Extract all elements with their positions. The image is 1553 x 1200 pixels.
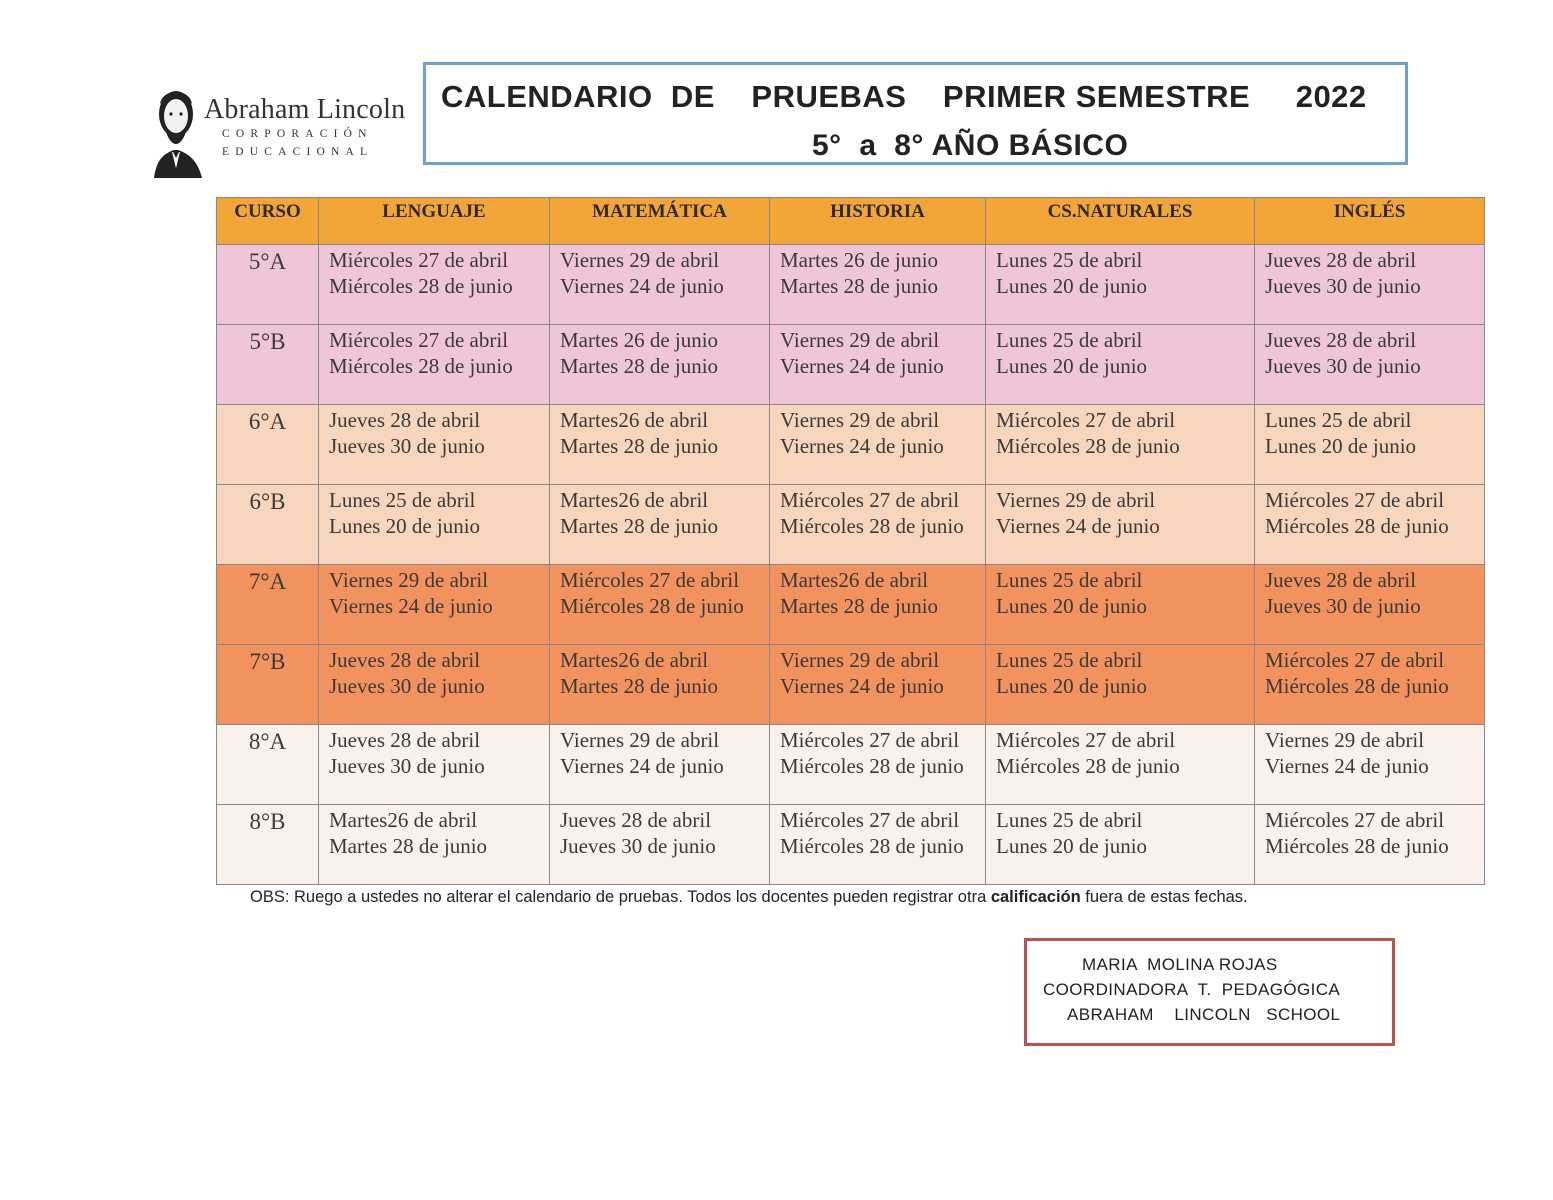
second-exam-date: Lunes 20 de junio	[1265, 434, 1417, 458]
first-exam-date: Martes26 de abril	[560, 488, 709, 512]
second-exam-date: Jueves 30 de junio	[329, 434, 485, 458]
date-cell-lenguaje	[319, 645, 550, 725]
first-exam-date: Miércoles 27 de abril	[1265, 808, 1445, 832]
first-exam-date: Jueves 28 de abril	[1265, 568, 1417, 592]
table-row	[217, 325, 1485, 405]
second-exam-date: Miércoles 28 de junio	[1265, 674, 1449, 698]
logo-subtitle-1: CORPORACIÓN	[222, 128, 373, 140]
second-exam-date: Lunes 20 de junio	[996, 594, 1148, 618]
second-exam-date: Lunes 20 de junio	[996, 674, 1148, 698]
first-exam-date: Martes26 de abril	[560, 648, 709, 672]
page-subtitle: 5° a 8° AÑO BÁSICO	[812, 129, 1129, 162]
second-exam-date: Jueves 30 de junio	[329, 674, 485, 698]
first-exam-date: Martes 26 de junio	[560, 328, 719, 352]
header-matematica: MATEMÁTICA	[550, 198, 770, 245]
first-exam-date: Lunes 25 de abril	[996, 568, 1143, 592]
curso-cell: 6°A	[217, 405, 319, 485]
signature-name: MARIA MOLINA ROJAS	[1082, 955, 1278, 974]
curso-cell: 6°B	[217, 485, 319, 565]
curso-cell: 5°B	[217, 325, 319, 405]
observation-note	[250, 888, 1248, 907]
first-exam-date: Miércoles 27 de abril	[996, 408, 1176, 432]
date-cell-matematica	[550, 805, 770, 885]
date-cell-lenguaje	[319, 405, 550, 485]
second-exam-date: Miércoles 28 de junio	[560, 594, 744, 618]
curso-cell: 7°A	[217, 565, 319, 645]
date-cell-matematica	[550, 405, 770, 485]
date-cell-ingles	[1255, 485, 1485, 565]
table-row	[217, 405, 1485, 485]
second-exam-date: Viernes 24 de junio	[780, 354, 944, 378]
second-exam-date: Martes 28 de junio	[780, 594, 939, 618]
first-exam-date: Miércoles 27 de abril	[996, 728, 1176, 752]
date-cell-lenguaje	[319, 245, 550, 325]
first-exam-date: Miércoles 27 de abril	[780, 488, 960, 512]
second-exam-date: Viernes 24 de junio	[780, 674, 944, 698]
second-exam-date: Miércoles 28 de junio	[329, 274, 513, 298]
signature-school: ABRAHAM LINCOLN SCHOOL	[1067, 1005, 1341, 1024]
date-cell-historia	[770, 565, 986, 645]
second-exam-date: Miércoles 28 de junio	[780, 514, 964, 538]
date-cell-cs-naturales	[986, 405, 1255, 485]
second-exam-date: Lunes 20 de junio	[996, 834, 1148, 858]
first-exam-date: Viernes 29 de abril	[1265, 728, 1425, 752]
first-exam-date: Jueves 28 de abril	[1265, 328, 1417, 352]
first-exam-date: Viernes 29 de abril	[329, 568, 489, 592]
obs-text-end: fuera de estas fechas.	[1080, 888, 1248, 906]
signature-role: COORDINADORA T. PEDAGÓGICA	[1043, 980, 1341, 999]
date-cell-ingles	[1255, 325, 1485, 405]
date-cell-ingles	[1255, 805, 1485, 885]
first-exam-date: Jueves 28 de abril	[329, 728, 481, 752]
header-cs-naturales: CS.NATURALES	[986, 198, 1255, 245]
obs-text: OBS: Ruego a ustedes no alterar el calendario de pruebas. Todos los docentes pueden registrar otra	[250, 888, 991, 906]
first-exam-date: Lunes 25 de abril	[996, 328, 1143, 352]
date-cell-matematica	[550, 645, 770, 725]
second-exam-date: Lunes 20 de junio	[996, 354, 1148, 378]
date-cell-lenguaje	[319, 565, 550, 645]
table-row	[217, 245, 1485, 325]
logo-name: Abraham Lincoln	[204, 94, 406, 125]
date-cell-cs-naturales	[986, 245, 1255, 325]
date-cell-matematica	[550, 565, 770, 645]
table-row	[217, 805, 1485, 885]
second-exam-date: Martes 28 de junio	[560, 434, 719, 458]
first-exam-date: Miércoles 27 de abril	[560, 568, 740, 592]
obs-bold: calificación	[990, 888, 1081, 906]
curso-cell: 8°B	[217, 805, 319, 885]
date-cell-historia	[770, 485, 986, 565]
second-exam-date: Martes 28 de junio	[560, 674, 719, 698]
first-exam-date: Miércoles 27 de abril	[780, 808, 960, 832]
page-title: CALENDARIO DE PRUEBAS PRIMER SEMESTRE 2022	[441, 79, 1367, 114]
second-exam-date: Viernes 24 de junio	[780, 434, 944, 458]
second-exam-date: Jueves 30 de junio	[1265, 354, 1421, 378]
date-cell-ingles	[1255, 645, 1485, 725]
first-exam-date: Viernes 29 de abril	[996, 488, 1156, 512]
header-ingles: INGLÉS	[1255, 198, 1485, 245]
table-row	[217, 725, 1485, 805]
second-exam-date: Viernes 24 de junio	[560, 274, 724, 298]
table-row	[217, 645, 1485, 725]
first-exam-date: Miércoles 27 de abril	[329, 248, 509, 272]
second-exam-date: Viernes 24 de junio	[1265, 754, 1429, 778]
date-cell-historia	[770, 645, 986, 725]
second-exam-date: Miércoles 28 de junio	[996, 754, 1180, 778]
first-exam-date: Miércoles 27 de abril	[1265, 488, 1445, 512]
date-cell-ingles	[1255, 725, 1485, 805]
table-header-row	[217, 198, 1485, 245]
second-exam-date: Martes 28 de junio	[780, 274, 939, 298]
date-cell-cs-naturales	[986, 725, 1255, 805]
curso-cell: 5°A	[217, 245, 319, 325]
first-exam-date: Martes 26 de junio	[780, 248, 939, 272]
second-exam-date: Lunes 20 de junio	[329, 514, 481, 538]
date-cell-ingles	[1255, 565, 1485, 645]
signature-box	[1024, 938, 1395, 1046]
school-logo	[140, 78, 415, 183]
date-cell-ingles	[1255, 405, 1485, 485]
date-cell-historia	[770, 245, 986, 325]
header-historia: HISTORIA	[770, 198, 986, 245]
first-exam-date: Miércoles 27 de abril	[780, 728, 960, 752]
second-exam-date: Viernes 24 de junio	[329, 594, 493, 618]
date-cell-historia	[770, 325, 986, 405]
second-exam-date: Martes 28 de junio	[560, 514, 719, 538]
first-exam-date: Viernes 29 de abril	[780, 648, 940, 672]
first-exam-date: Jueves 28 de abril	[329, 408, 481, 432]
second-exam-date: Miércoles 28 de junio	[996, 434, 1180, 458]
date-cell-cs-naturales	[986, 565, 1255, 645]
second-exam-date: Jueves 30 de junio	[329, 754, 485, 778]
exam-calendar-table	[216, 197, 1485, 885]
first-exam-date: Jueves 28 de abril	[1265, 248, 1417, 272]
first-exam-date: Viernes 29 de abril	[560, 728, 720, 752]
logo-subtitle-2: EDUCACIONAL	[222, 146, 374, 158]
second-exam-date: Jueves 30 de junio	[1265, 274, 1421, 298]
table-row	[217, 485, 1485, 565]
date-cell-cs-naturales	[986, 645, 1255, 725]
first-exam-date: Viernes 29 de abril	[560, 248, 720, 272]
first-exam-date: Lunes 25 de abril	[329, 488, 476, 512]
second-exam-date: Viernes 24 de junio	[996, 514, 1160, 538]
header-curso: CURSO	[217, 198, 319, 245]
date-cell-cs-naturales	[986, 325, 1255, 405]
second-exam-date: Miércoles 28 de junio	[1265, 514, 1449, 538]
lincoln-portrait-icon	[140, 78, 212, 180]
date-cell-lenguaje	[319, 725, 550, 805]
second-exam-date: Miércoles 28 de junio	[1265, 834, 1449, 858]
date-cell-lenguaje	[319, 325, 550, 405]
date-cell-historia	[770, 405, 986, 485]
header-lenguaje: LENGUAJE	[319, 198, 550, 245]
first-exam-date: Martes26 de abril	[329, 808, 478, 832]
first-exam-date: Lunes 25 de abril	[996, 648, 1143, 672]
second-exam-date: Lunes 20 de junio	[996, 274, 1148, 298]
curso-cell: 8°A	[217, 725, 319, 805]
first-exam-date: Lunes 25 de abril	[996, 248, 1143, 272]
date-cell-matematica	[550, 485, 770, 565]
table-row	[217, 565, 1485, 645]
date-cell-lenguaje	[319, 805, 550, 885]
date-cell-cs-naturales	[986, 805, 1255, 885]
date-cell-matematica	[550, 245, 770, 325]
first-exam-date: Jueves 28 de abril	[329, 648, 481, 672]
second-exam-date: Martes 28 de junio	[560, 354, 719, 378]
date-cell-historia	[770, 725, 986, 805]
second-exam-date: Jueves 30 de junio	[560, 834, 716, 858]
date-cell-lenguaje	[319, 485, 550, 565]
second-exam-date: Miércoles 28 de junio	[329, 354, 513, 378]
date-cell-ingles	[1255, 245, 1485, 325]
second-exam-date: Jueves 30 de junio	[1265, 594, 1421, 618]
second-exam-date: Martes 28 de junio	[329, 834, 488, 858]
first-exam-date: Miércoles 27 de abril	[329, 328, 509, 352]
first-exam-date: Martes26 de abril	[780, 568, 929, 592]
first-exam-date: Viernes 29 de abril	[780, 328, 940, 352]
second-exam-date: Miércoles 28 de junio	[780, 754, 964, 778]
date-cell-cs-naturales	[986, 485, 1255, 565]
first-exam-date: Lunes 25 de abril	[996, 808, 1143, 832]
first-exam-date: Miércoles 27 de abril	[1265, 648, 1445, 672]
first-exam-date: Martes26 de abril	[560, 408, 709, 432]
date-cell-historia	[770, 805, 986, 885]
second-exam-date: Viernes 24 de junio	[560, 754, 724, 778]
first-exam-date: Jueves 28 de abril	[560, 808, 712, 832]
second-exam-date: Miércoles 28 de junio	[780, 834, 964, 858]
date-cell-matematica	[550, 725, 770, 805]
curso-cell: 7°B	[217, 645, 319, 725]
first-exam-date: Viernes 29 de abril	[780, 408, 940, 432]
date-cell-matematica	[550, 325, 770, 405]
first-exam-date: Lunes 25 de abril	[1265, 408, 1412, 432]
title-box	[423, 62, 1408, 165]
